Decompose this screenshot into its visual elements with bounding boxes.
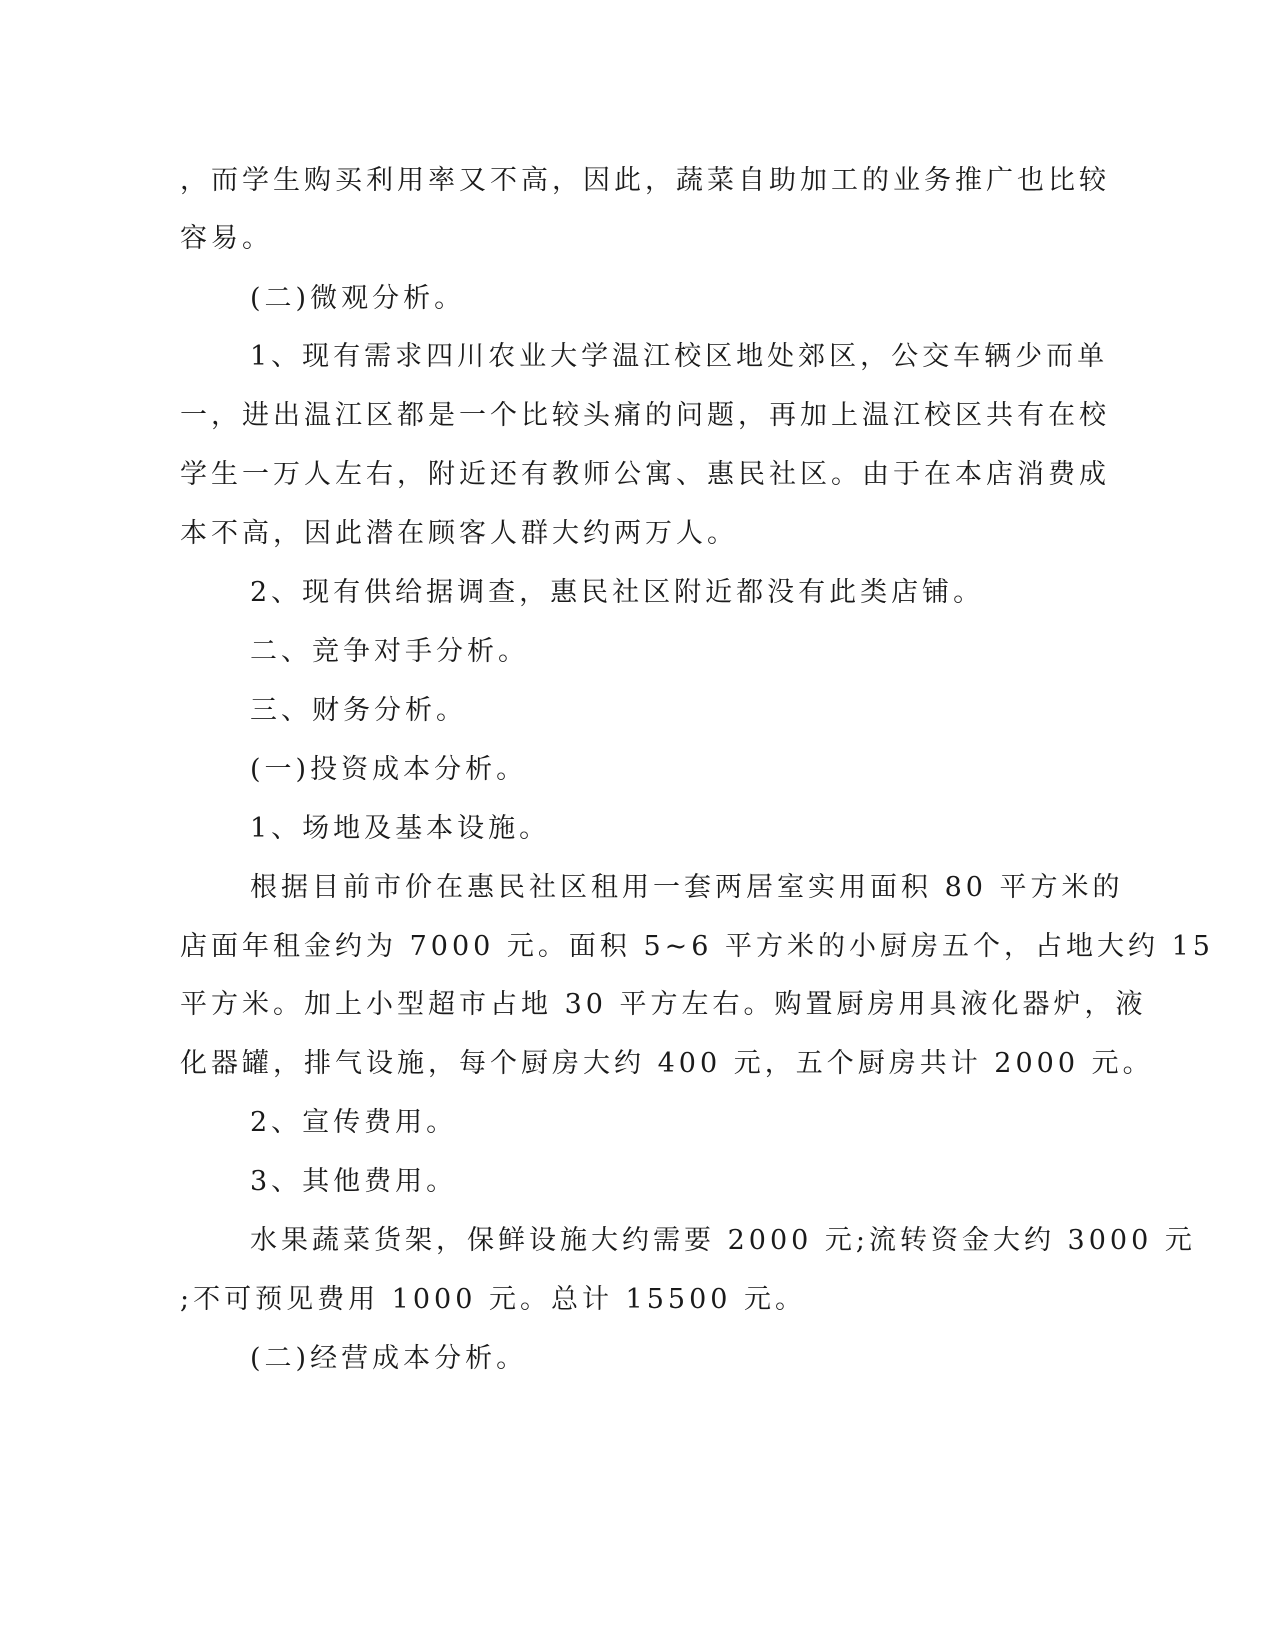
section-heading: (二)微观分析。 <box>250 283 466 314</box>
section-heading: (二)经营成本分析。 <box>250 1343 528 1374</box>
text-line: 水果蔬菜货架，保鲜设施大约需要 2000 元;流转资金大约 3000 元 <box>250 1225 1196 1256</box>
text-line: 本不高，因此潜在顾客人群大约两万人。 <box>180 518 738 549</box>
text-line: ，而学生购买利用率又不高，因此，蔬菜自助加工的业务推广也比较 <box>180 165 1110 196</box>
text-line: 学生一万人左右，附近还有教师公寓、惠民社区。由于在本店消费成 <box>180 459 1110 490</box>
subsection-heading: 2、宣传费用。 <box>250 1107 458 1138</box>
subsection-heading: 1、场地及基本设施。 <box>250 813 551 844</box>
text-line: 2、现有供给据调查，惠民社区附近都没有此类店铺。 <box>250 577 985 608</box>
text-line: 化器罐，排气设施，每个厨房大约 400 元，五个厨房共计 2000 元。 <box>180 1048 1154 1079</box>
section-heading: 二、竞争对手分析。 <box>250 636 529 667</box>
text-line: 平方米。加上小型超市占地 30 平方左右。购置厨房用具液化器炉，液 <box>180 989 1147 1020</box>
section-heading: 三、财务分析。 <box>250 695 467 726</box>
text-line: 一，进出温江区都是一个比较头痛的问题，再加上温江校区共有在校 <box>180 400 1110 431</box>
text-line: 1、现有需求四川农业大学温江校区地处郊区，公交车辆少而单 <box>250 341 1109 372</box>
text-line: 店面年租金约为 7000 元。面积 5~6 平方米的小厨房五个，占地大约 15 <box>180 931 1214 962</box>
subsection-heading: 3、其他费用。 <box>250 1166 458 1197</box>
text-line: 根据目前市价在惠民社区租用一套两居室实用面积 80 平方米的 <box>250 872 1124 903</box>
section-heading: (一)投资成本分析。 <box>250 754 528 785</box>
text-line: 容易。 <box>180 223 273 254</box>
text-line: ;不可预见费用 1000 元。总计 15500 元。 <box>180 1284 807 1315</box>
